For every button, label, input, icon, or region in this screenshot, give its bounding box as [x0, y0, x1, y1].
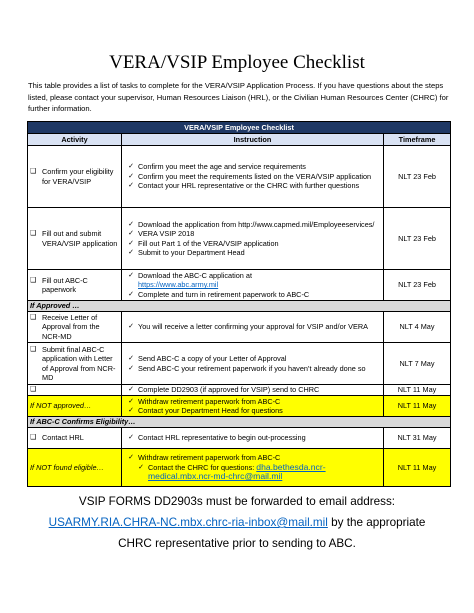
- activity-cell: [28, 208, 122, 270]
- instruction-item: Download the ABC-C application at: [138, 270, 252, 280]
- activity-text: Confirm your eligibility for VERA/VSIP: [42, 167, 114, 186]
- abc-link[interactable]: https://www.abc.army.mil: [138, 280, 219, 290]
- activity-cell: [28, 312, 122, 343]
- instruction-item: Withdraw retirement paperwork from ABC-C: [138, 453, 281, 463]
- instruction-item: Download the application from http://www.capmed.mil/Employeeservices/: [138, 219, 375, 229]
- instruction-item: Withdraw retirement paperwork from ABC-C: [138, 396, 281, 406]
- timeframe-cell: NLT 11 May: [384, 449, 451, 487]
- checkmark-icon: ✓: [128, 181, 134, 190]
- timeframe-cell: NLT 4 May: [384, 312, 451, 343]
- section-label: If ABC-C Confirms Eligibility…: [28, 417, 451, 428]
- footer-line-3: CHRC representative prior to sending to ABC.: [118, 537, 356, 550]
- activity-cell: [28, 270, 122, 301]
- checkmark-icon: ✓: [128, 238, 134, 247]
- instruction-item: Contact your HRL representative or the CHRC with further questions: [138, 181, 360, 191]
- table-row: [28, 343, 451, 385]
- table-row: [28, 312, 451, 343]
- table-row: [28, 396, 451, 417]
- checkbox-icon[interactable]: ❑: [30, 167, 37, 176]
- footer-note: [0, 491, 474, 554]
- timeframe-cell: NLT 11 May: [384, 385, 451, 396]
- checkbox-icon[interactable]: ❑: [30, 229, 37, 238]
- instruction-item: Confirm you meet the age and service requirements: [138, 162, 306, 172]
- table-row: [28, 428, 451, 449]
- checkmark-icon: ✓: [128, 289, 134, 298]
- activity-cell: If NOT approved…: [28, 396, 122, 417]
- checkmark-icon: ✓: [128, 385, 134, 394]
- activity-cell: If NOT found eligible…: [28, 449, 122, 487]
- table-row: [28, 270, 451, 301]
- checkmark-icon: ✓: [128, 406, 134, 414]
- table-row: [28, 385, 451, 396]
- table-row: [28, 208, 451, 270]
- instruction-item: Send ABC-C a copy of your Letter of Approval: [138, 354, 287, 364]
- footer-line-2-suffix: by the appropriate: [327, 516, 426, 529]
- checkbox-icon[interactable]: ❑: [30, 433, 37, 442]
- timeframe-cell: NLT 23 Feb: [384, 270, 451, 301]
- instruction-item: Contact the CHRC for questions:: [148, 462, 255, 472]
- checklist-table: [27, 121, 451, 487]
- instruction-item: Send ABC-C your retirement paperwork if you haven’t already done so: [138, 363, 366, 373]
- table-banner-row: [28, 122, 451, 134]
- page-title: VERA/VSIP Employee Checklist: [109, 52, 365, 73]
- instruction-item: Contact your Department Head for questions: [138, 406, 283, 415]
- instruction-item: Contact HRL representative to begin out-processing: [138, 433, 306, 443]
- timeframe-cell: NLT 11 May: [384, 396, 451, 417]
- timeframe-cell: NLT 31 May: [384, 428, 451, 449]
- checkmark-icon: ✓: [128, 354, 134, 363]
- section-row: [28, 417, 451, 428]
- activity-text: Fill out and submit VERA/VSIP application: [42, 229, 118, 248]
- checkbox-icon[interactable]: ❑: [30, 312, 37, 321]
- footer-email-link[interactable]: USARMY.RIA.CHRA-NC.mbx.chrc-ria-inbox@mail.mil: [48, 516, 328, 529]
- table-row: [28, 449, 451, 487]
- instruction-item: VERA VSIP 2018: [138, 229, 195, 239]
- column-header-row: [28, 134, 451, 146]
- activity-cell: [28, 146, 122, 208]
- checkbox-icon[interactable]: ❑: [30, 275, 37, 284]
- table-row: [28, 146, 451, 208]
- section-row: [28, 301, 451, 312]
- chrc-email-link[interactable]: dha.bethesda.ncr-medical.mbx.ncr-md-chrc@mail.mil: [148, 461, 326, 482]
- timeframe-cell: NLT 7 May: [384, 343, 451, 385]
- checkmark-icon: ✓: [128, 322, 134, 331]
- checkmark-icon: ✓: [128, 219, 134, 228]
- intro-paragraph: This table provides a list of tasks to complete for the VERA/VSIP Application Process. If you have questions about the steps listed, please contact your supervisor, Human Resources Liaison (HRL), or the Civilian Human Resources Center (CHRC) for further information.: [28, 81, 449, 113]
- activity-text: Submit final ABC-C application with Letter of Approval from NCR-MD: [42, 344, 116, 382]
- checkmark-icon: ✓: [138, 462, 144, 471]
- checkmark-icon: ✓: [128, 270, 134, 279]
- instruction-cell: [122, 428, 384, 449]
- timeframe-cell: NLT 23 Feb: [384, 208, 451, 270]
- instruction-cell: [122, 146, 384, 208]
- activity-text: Contact HRL: [42, 433, 84, 443]
- checkmark-icon: ✓: [128, 363, 134, 372]
- activity-cell: [28, 428, 122, 449]
- checkmark-icon: ✓: [128, 396, 134, 405]
- col-header-activity: Activity: [28, 134, 122, 146]
- checkmark-icon: ✓: [128, 247, 134, 256]
- instruction-cell: [122, 312, 384, 343]
- instruction-item: Fill out Part 1 of the VERA/VSIP application: [138, 238, 279, 248]
- checkmark-icon: ✓: [128, 162, 134, 171]
- instruction-item: Complete and turn in retirement paperwork to ABC-C: [138, 289, 310, 299]
- instruction-item: Submit to your Department Head: [138, 247, 245, 257]
- checkbox-icon[interactable]: ❑: [30, 344, 37, 353]
- timeframe-cell: NLT 23 Feb: [384, 146, 451, 208]
- instruction-cell: [122, 208, 384, 270]
- instruction-cell: [122, 270, 384, 301]
- checkmark-icon: ✓: [128, 453, 134, 462]
- instruction-cell: [122, 343, 384, 385]
- col-header-timeframe: Timeframe: [384, 134, 451, 146]
- section-label: If Approved …: [28, 301, 451, 312]
- instruction-item: Complete DD2903 (if approved for VSIP) send to CHRC: [138, 385, 320, 395]
- col-header-instruction: Instruction: [122, 134, 384, 146]
- activity-text: Fill out ABC-C paperwork: [42, 275, 88, 294]
- footer-line-1: VSIP FORMS DD2903s must be forwarded to email address:: [78, 495, 396, 508]
- instruction-item: Confirm you meet the requirements listed on the VERA/VSIP application: [138, 171, 372, 181]
- table-banner: VERA/VSIP Employee Checklist: [28, 122, 451, 134]
- activity-text: Receive Letter of Approval from the NCR-MD: [42, 312, 100, 341]
- instruction-item: You will receive a letter confirming your approval for VSIP and/or VERA: [138, 322, 368, 332]
- activity-cell: [28, 343, 122, 385]
- instruction-cell: [122, 396, 384, 417]
- checkmark-icon: ✓: [128, 433, 134, 442]
- checkmark-icon: ✓: [128, 171, 134, 180]
- instruction-cell: [122, 385, 384, 396]
- instruction-cell: [122, 449, 384, 487]
- checkbox-icon[interactable]: ❑: [30, 385, 37, 394]
- activity-cell: [28, 385, 122, 396]
- checkmark-icon: ✓: [128, 229, 134, 238]
